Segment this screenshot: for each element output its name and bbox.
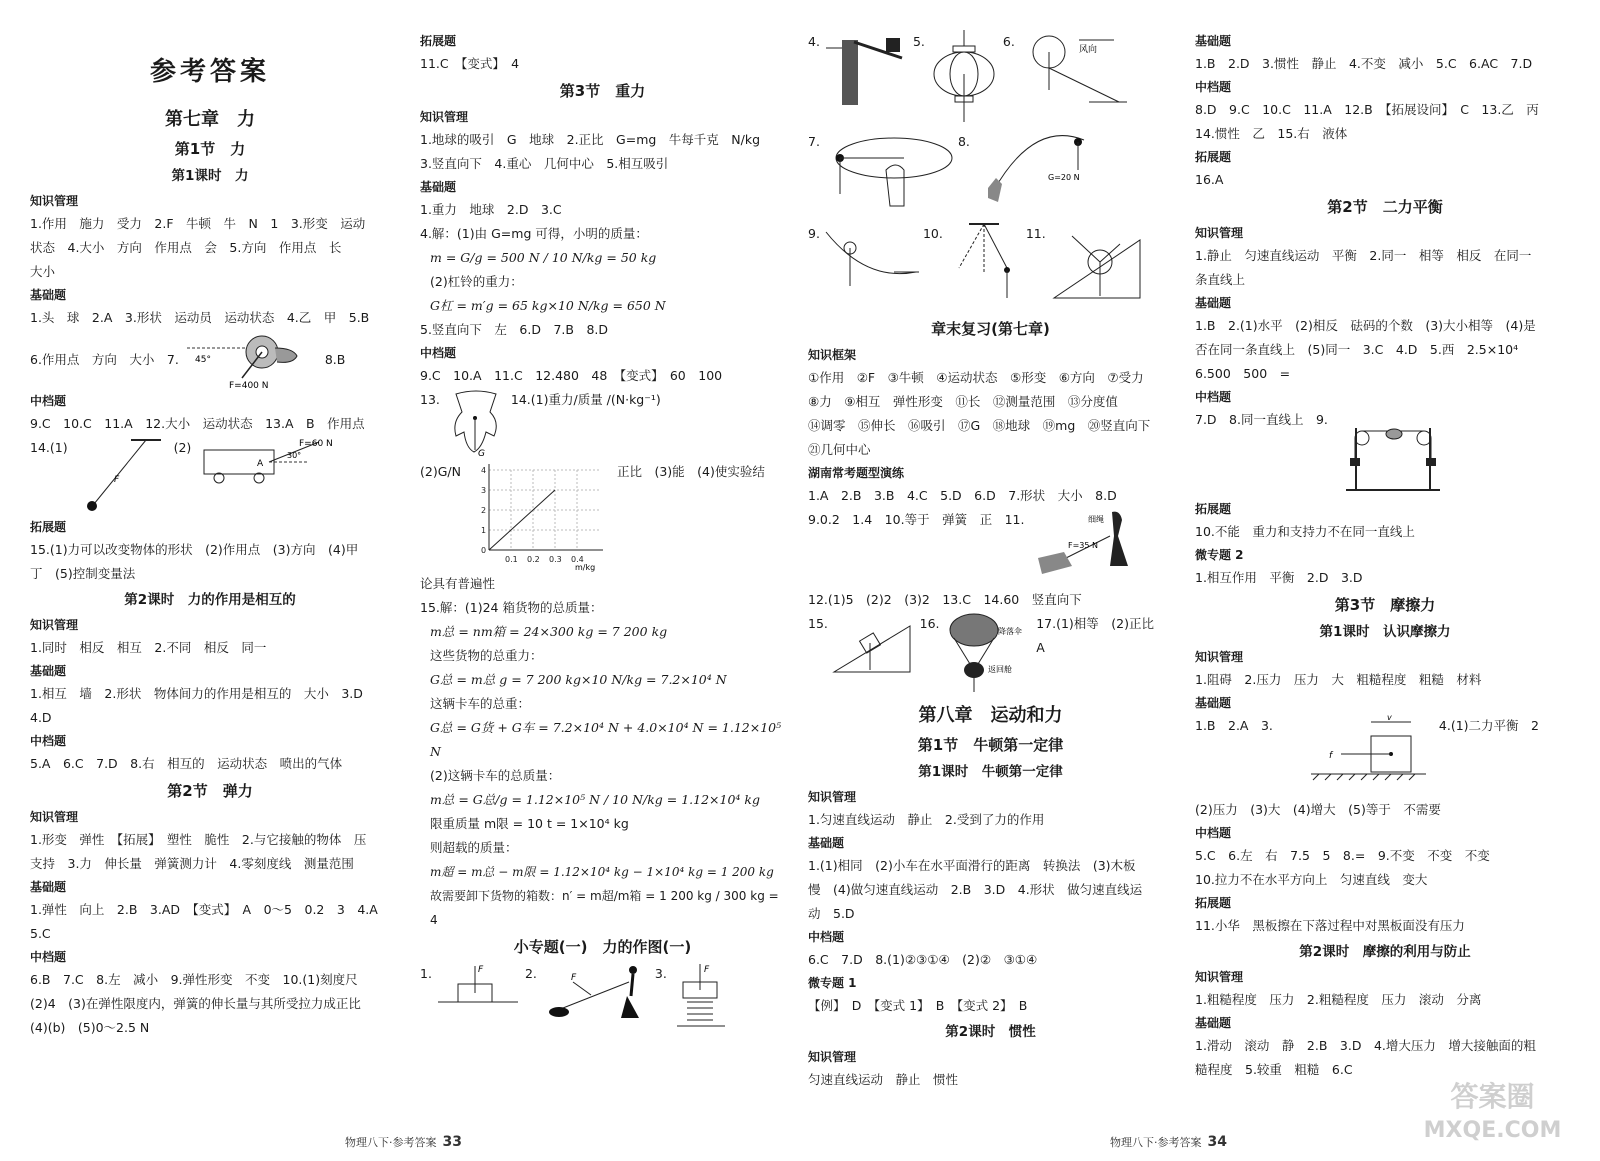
label: 拓展题 [1195, 896, 1232, 910]
answer-line: 6.B 7.C 8.左 减小 9.弹性形变 不变 10.(1)刻度尺 [30, 972, 358, 987]
svg-text:2: 2 [480, 506, 487, 515]
label: 知识管理 [30, 810, 79, 824]
rope-label: 细绳 [1088, 515, 1105, 524]
label: 知识管理 [30, 618, 79, 632]
answer-line: ⑭调零 ⑮伸长 ⑯吸引 ⑰G ⑱地球 ⑲mg ⑳竖直向下 [808, 418, 1151, 433]
watermark-text: 答案圈 [1450, 1080, 1535, 1113]
label: 基础题 [1195, 34, 1232, 48]
page-title: 参考答案 [149, 57, 270, 87]
chapter-heading: 第八章 运动和力 [918, 705, 1063, 726]
answer-line: 1.作用 施力 受力 2.F 牛顿 牛 N 1 3.形变 运动 [30, 216, 366, 231]
answer-line: 11.C 【变式】 4 [420, 56, 520, 71]
angle-label: 30° [287, 451, 302, 460]
answer-text: 7.D 8.同一直线上 9. [1195, 412, 1328, 427]
answer-text: 8.B [324, 352, 346, 367]
answer-line: 1.B 2.D 3.惯性 静止 4.不变 减小 5.C 6.AC 7.D [1195, 56, 1533, 71]
answer-text: 9.0.2 1.4 10.等于 弹簧 正 11. [808, 512, 1025, 527]
answer-line: 6.C 7.D 8.(1)②③①④ (2)② ③①④ [808, 952, 1038, 967]
lesson-heading: 第1课时 牛顿第一定律 [918, 764, 1063, 780]
answer-line: 【例】 D 【变式 1】 B 【变式 2】 B [808, 998, 1028, 1013]
answer-text: 13. [420, 392, 440, 407]
figure-topic-3 [671, 962, 731, 1034]
answer-line: (2)这辆卡车的总质量： [430, 768, 561, 783]
label: 知识管理 [1195, 970, 1244, 984]
answer-line: (2)4 (3)在弹性限度内，弹簧的伸长量与其所受拉力成正比 [30, 996, 361, 1011]
label: 中档题 [808, 930, 845, 944]
answer-line: 慢 (4)做匀速直线运动 2.B 3.D 4.形状 做匀速直线运 [808, 882, 1143, 897]
answer-line: 支持 3.力 伸长量 弹簧测力计 4.零刻度线 测量范围 [30, 856, 354, 871]
answer-line: 大小 [30, 264, 56, 279]
figure-q9-ball [824, 222, 919, 302]
label: 知识管理 [30, 194, 79, 208]
answer-text: 14.(1)重力/质量 /(N·kg⁻¹) [510, 392, 661, 407]
label: 中档题 [30, 394, 67, 408]
figure-topic-2 [541, 962, 651, 1022]
answer-line: 12.(1)5 (2)2 (3)2 13.C 14.60 竖直向下 [808, 592, 1082, 607]
answer-line-with-figure [30, 330, 390, 390]
topic-figures [420, 962, 785, 1034]
answer-text: 2. [524, 966, 537, 981]
answer-line: 故需要卸下货物的箱数：n′ = m超/m箱 = 1 200 kg / 300 kg = 4 [430, 889, 779, 927]
answer-line: 1.同时 相反 相互 2.不同 相反 同一 [30, 640, 267, 655]
answer-line: 1.地球的吸引 G 地球 2.正比 G=mg 牛每千克 N/kg [420, 132, 761, 147]
figure-q6-balloon [1019, 30, 1129, 110]
label: 湖南常考题型演练 [808, 466, 905, 480]
label: 中档题 [1195, 390, 1232, 404]
answer-text: 7. [808, 134, 820, 149]
label: 基础题 [1195, 296, 1232, 310]
figure-row-1 [808, 30, 1173, 130]
label: 知识管理 [808, 1050, 857, 1064]
lesson-heading: 第2课时 摩擦的利用与防止 [1299, 944, 1471, 960]
column-1 [30, 30, 390, 1040]
answer-line: ①作用 ②F ③牛顿 ④运动状态 ⑤形变 ⑥方向 ⑦受力 [808, 370, 1144, 385]
force-label: F=60 N [299, 439, 334, 449]
answer-line: 1.粗糙程度 压力 2.粗糙程度 压力 滚动 分离 [1195, 992, 1482, 1007]
answer-line: 丁 (5)控制变量法 [30, 566, 136, 581]
answer-line-with-figure [30, 436, 390, 516]
answer-line: 1.滑动 滚动 静 2.B 3.D 4.增大压力 增大接触面的粗 [1195, 1038, 1536, 1053]
section-heading: 第1节 力 [174, 140, 246, 158]
lesson-heading: 第2课时 力的作用是相互的 [124, 592, 296, 608]
answer-line-with-figure [420, 388, 785, 460]
answer-line: 8.D 9.C 10.C 11.A 12.B 【拓展设问】 C 13.乙 丙 [1195, 102, 1539, 117]
graph-g-vs-m [469, 460, 609, 572]
figure-q14-1 [76, 436, 166, 516]
answer-text: 15. [808, 616, 828, 631]
label: 知识管理 [1195, 650, 1244, 664]
answer-line: 1.B 2.(1)水平 (2)相反 砝码的个数 (3)大小相等 (4)是 [1195, 318, 1536, 333]
label: 中档题 [420, 346, 457, 360]
friction-label: f [1328, 751, 1333, 761]
page-number: 34 [1207, 1134, 1227, 1150]
answer-line: 5.C 6.左 右 7.5 5 8.= 9.不变 不变 不变 [1195, 848, 1490, 863]
answer-line: 14.惯性 乙 15.右 液体 [1195, 126, 1348, 141]
answer-line: 16.A [1195, 172, 1224, 187]
label: 基础题 [1195, 696, 1232, 710]
answer-line: 否在同一条直线上 (5)同一 3.C 4.D 5.西 2.5×10⁴ [1195, 342, 1519, 357]
lesson-heading: 第2课时 惯性 [945, 1024, 1036, 1040]
label: 中档题 [30, 950, 67, 964]
page-number: 33 [442, 1134, 462, 1150]
point-label: A [257, 459, 264, 469]
force-label: F [477, 965, 484, 975]
footer-left [345, 1134, 462, 1150]
equation-line: G总 = G货 + G车 = 7.2×10⁴ N + 4.0×10⁴ N = 1.12×10⁵ N [430, 720, 782, 759]
figure-q10-pendulum [947, 222, 1022, 304]
svg-text:3: 3 [480, 486, 487, 495]
answer-line: 这辆卡车的总重： [430, 696, 531, 711]
answer-line: 9.C 10.C 11.A 12.大小 运动状态 13.A B 作用点 [30, 416, 365, 431]
label: 基础题 [420, 180, 457, 194]
equation-line: m总 = nm箱 = 24×300 kg = 7 200 kg [430, 624, 668, 639]
label: 微专题 2 [1195, 548, 1244, 562]
svg-text:1: 1 [480, 526, 487, 535]
answer-line: 状态 4.大小 方向 作用点 会 5.方向 作用点 长 [30, 240, 342, 255]
answer-line: 条直线上 [1195, 272, 1246, 287]
label: 中档题 [30, 734, 67, 748]
figure-q14-2 [199, 436, 349, 486]
svg-text:0.1: 0.1 [504, 555, 518, 564]
lesson-heading: 第1课时 力 [171, 168, 249, 184]
label: 微专题 1 [808, 976, 857, 990]
answer-line-with-figure [1195, 714, 1575, 798]
answer-text: 5. [912, 34, 925, 49]
figure-q15-block [832, 612, 916, 678]
answer-text: 8. [957, 134, 970, 149]
svg-text:0.4: 0.4 [570, 555, 584, 564]
column-2 [420, 30, 785, 1034]
label: 知识管理 [420, 110, 469, 124]
figure-row-2 [808, 130, 1173, 222]
answer-text: 9. [808, 226, 820, 241]
svg-text:0.3: 0.3 [548, 555, 562, 564]
footer-text: 物理八下·参考答案 [345, 1136, 437, 1149]
label: 基础题 [1195, 1016, 1232, 1030]
answer-line: 5.竖直向下 左 6.D 7.B 8.D [420, 322, 609, 337]
force-label: F [113, 475, 119, 485]
figure-q7-circular [824, 130, 954, 210]
answer-text: 10. [922, 226, 943, 241]
section-heading: 小专题(一) 力的作图(一) [513, 938, 692, 956]
figure-q3-friction [1281, 714, 1431, 794]
answer-text: 1.B 2.A 3. [1195, 718, 1273, 733]
section-heading: 第3节 重力 [559, 82, 646, 100]
label: 拓展题 [1195, 502, 1232, 516]
label: 中档题 [1195, 826, 1232, 840]
answer-line: 1.A 2.B 3.B 4.C 5.D 6.D 7.形状 大小 8.D [808, 488, 1117, 503]
parachute-label: 降落伞 [997, 627, 1022, 636]
answer-text: 11. [1025, 226, 1046, 241]
answer-line: 3.竖直向下 4.重心 几何中心 5.相互吸引 [420, 156, 669, 171]
answer-text: (2) [173, 440, 192, 455]
force-label: F [570, 973, 577, 983]
figure-q11-incline [1050, 222, 1145, 304]
figure-row-3 [808, 222, 1173, 314]
figure-q4-hammer [824, 30, 909, 110]
figure-q11-pull [1032, 508, 1142, 584]
answer-line: 动 5.D [808, 906, 855, 921]
label: 基础题 [30, 880, 67, 894]
capsule-label: 返回舱 [987, 665, 1012, 674]
answer-line: (2)压力 (3)大 (4)增大 (5)等于 不需要 [1195, 802, 1441, 817]
force-label: F [703, 965, 709, 975]
answer-line: 4.解：(1)由 G=mg 可得，小明的质量： [420, 226, 648, 241]
answer-text: 6. [1002, 34, 1015, 49]
label: 拓展题 [420, 34, 457, 48]
answer-text: 17.(1)相等 (2)正比 A [1036, 616, 1167, 655]
section-heading: 第1节 牛顿第一定律 [917, 736, 1064, 754]
answer-text: (2)G/N [420, 464, 461, 479]
answer-line: 1.重力 地球 2.D 3.C [420, 202, 562, 217]
label: 知识管理 [808, 790, 857, 804]
equation-line: m = G/g = 500 N / 10 N/kg = 50 kg [430, 250, 657, 265]
force-label: F=35 N [1068, 541, 1099, 550]
answer-line: 9.C 10.A 11.C 12.480 48 【变式】 60 100 [420, 368, 723, 383]
axis-label: m/kg [574, 563, 596, 572]
figure-q13 [448, 388, 503, 460]
answer-line: 1.静止 匀速直线运动 平衡 2.同一 相等 相反 在同一 [1195, 248, 1532, 263]
answer-line: 1.(1)相同 (2)小车在水平面滑行的距离 转换法 (3)木板 [808, 858, 1136, 873]
answer-line: 限重质量 m限 = 10 t = 1×10⁴ kg [430, 816, 629, 831]
answer-line: 1.头 球 2.A 3.形状 运动员 运动状态 4.乙 甲 5.B [30, 310, 370, 325]
watermark [1400, 1080, 1585, 1155]
answer-text: 6.作用点 方向 大小 7. [30, 352, 179, 367]
force-label: G=20 N [1047, 173, 1080, 182]
footer-right [1110, 1134, 1227, 1150]
figure-q8-throw [974, 130, 1094, 212]
answer-line: (2)杠铃的重力： [430, 274, 523, 289]
section-heading: 章末复习(第七章) [931, 320, 1050, 338]
figure-topic-1 [436, 962, 521, 1012]
answer-line-with-figure [1195, 408, 1575, 498]
svg-text:0: 0 [480, 546, 487, 555]
answer-line: 1.匀速直线运动 静止 2.受到了力的作用 [808, 812, 1045, 827]
answer-text: 3. [654, 966, 667, 981]
answer-text: 4.(1)二力平衡 2 [1438, 718, 1539, 733]
force-label: F=400 N [228, 381, 269, 390]
answer-line: ⑧力 ⑨相互 弹性形变 ⑪长 ⑫测量范围 ⑬分度值 [808, 394, 1118, 409]
answer-line-with-graph [420, 460, 785, 572]
answer-line: 1.形变 弹性 【拓展】 塑性 脆性 2.与它接触的物体 压 [30, 832, 367, 847]
section-heading: 第3节 摩擦力 [1334, 596, 1436, 614]
answer-line: 11.小华 黑板擦在下落过程中对黑板面没有压力 [1195, 918, 1465, 933]
answer-line: 10.不能 重力和支持力不在同一直线上 [1195, 524, 1415, 539]
answer-line-with-figure [808, 508, 1173, 588]
answer-line: 5.A 6.C 7.D 8.右 相互的 运动状态 喷出的气体 [30, 756, 343, 771]
figure-q7 [187, 330, 317, 390]
figure-q16-parachute [944, 612, 1033, 696]
answer-line: 10.拉力不在水平方向上 匀速直线 变大 [1195, 872, 1428, 887]
answer-line: 6.500 500 = [1195, 366, 1291, 381]
answer-line: 这些货物的总重力： [430, 648, 543, 663]
section-heading: 第2节 弹力 [167, 782, 253, 800]
label: 基础题 [808, 836, 845, 850]
answer-text: 4. [808, 34, 820, 49]
label: 知识框架 [808, 348, 857, 362]
label: 拓展题 [30, 520, 67, 534]
answer-line: 则超载的质量： [430, 840, 518, 855]
answer-text: 1. [420, 966, 432, 981]
figure-q5-lantern [929, 30, 999, 125]
figure-q9-pulleys [1336, 408, 1446, 494]
answer-line: 糙程度 5.较重 粗糙 6.C [1195, 1062, 1353, 1077]
answer-line: 1.弹性 向上 2.B 3.AD 【变式】 A 0～5 0.2 3 4.A [30, 902, 378, 917]
svg-text:0.2: 0.2 [526, 555, 540, 564]
watermark-url: MXQE.COM [1423, 1118, 1562, 1143]
answer-text: 14.(1) [30, 440, 68, 455]
equation-line: G总 = m总 g = 7 200 kg×10 N/kg = 7.2×10⁴ N [430, 672, 727, 687]
answer-line: 15.(1)力可以改变物体的形状 (2)作用点 (3)方向 (4)甲 [30, 542, 359, 557]
equation-line: m超 = m总 − m限 = 1.12×10⁴ kg − 1×10⁴ kg = 1 200 kg [430, 865, 774, 879]
answer-line: 15.解：(1)24 箱货物的总质量： [420, 600, 603, 615]
answer-line: 5.C [30, 926, 51, 941]
lesson-heading: 第1课时 认识摩擦力 [1319, 624, 1451, 640]
svg-text:4: 4 [480, 466, 487, 475]
label: 拓展题 [1195, 150, 1232, 164]
answer-line: (4)(b) (5)0～2.5 N [30, 1020, 150, 1035]
label: 中档题 [1195, 80, 1232, 94]
velocity-label: v [1386, 714, 1392, 722]
label: 基础题 [30, 288, 67, 302]
answer-line: 匀速直线运动 静止 惯性 [808, 1072, 959, 1087]
answer-line: 1.相互作用 平衡 2.D 3.D [1195, 570, 1363, 585]
answer-line: 1.相互 墙 2.形状 物体间力的作用是相互的 大小 3.D [30, 686, 363, 701]
column-4 [1195, 30, 1575, 1082]
answer-text: 正比 (3)能 (4)使实验结 [616, 464, 765, 479]
force-label: G [477, 449, 485, 459]
answer-line-with-figure [808, 612, 1173, 698]
column-3 [808, 30, 1173, 1092]
equation-line: m总 = G总/g = 1.12×10⁵ N / 10 N/kg = 1.12×10⁴ kg [430, 792, 760, 807]
chapter-heading: 第七章 力 [165, 109, 255, 130]
answer-text: 16. [919, 616, 940, 631]
answer-line: 1.阻碍 2.压力 压力 大 粗糙程度 粗糙 材料 [1195, 672, 1482, 687]
label: 知识管理 [1195, 226, 1244, 240]
answer-line: 论具有普遍性 [420, 576, 496, 591]
equation-line: G杠 = m′g = 65 kg×10 N/kg = 650 N [430, 298, 666, 313]
angle-label: 45° [194, 355, 211, 365]
wind-label: 风向 [1078, 45, 1097, 55]
section-heading: 第2节 二力平衡 [1327, 198, 1443, 216]
label: 基础题 [30, 664, 67, 678]
footer-text: 物理八下·参考答案 [1110, 1136, 1202, 1149]
answer-line: 4.D [30, 710, 52, 725]
answer-line: ㉑几何中心 [808, 442, 871, 457]
